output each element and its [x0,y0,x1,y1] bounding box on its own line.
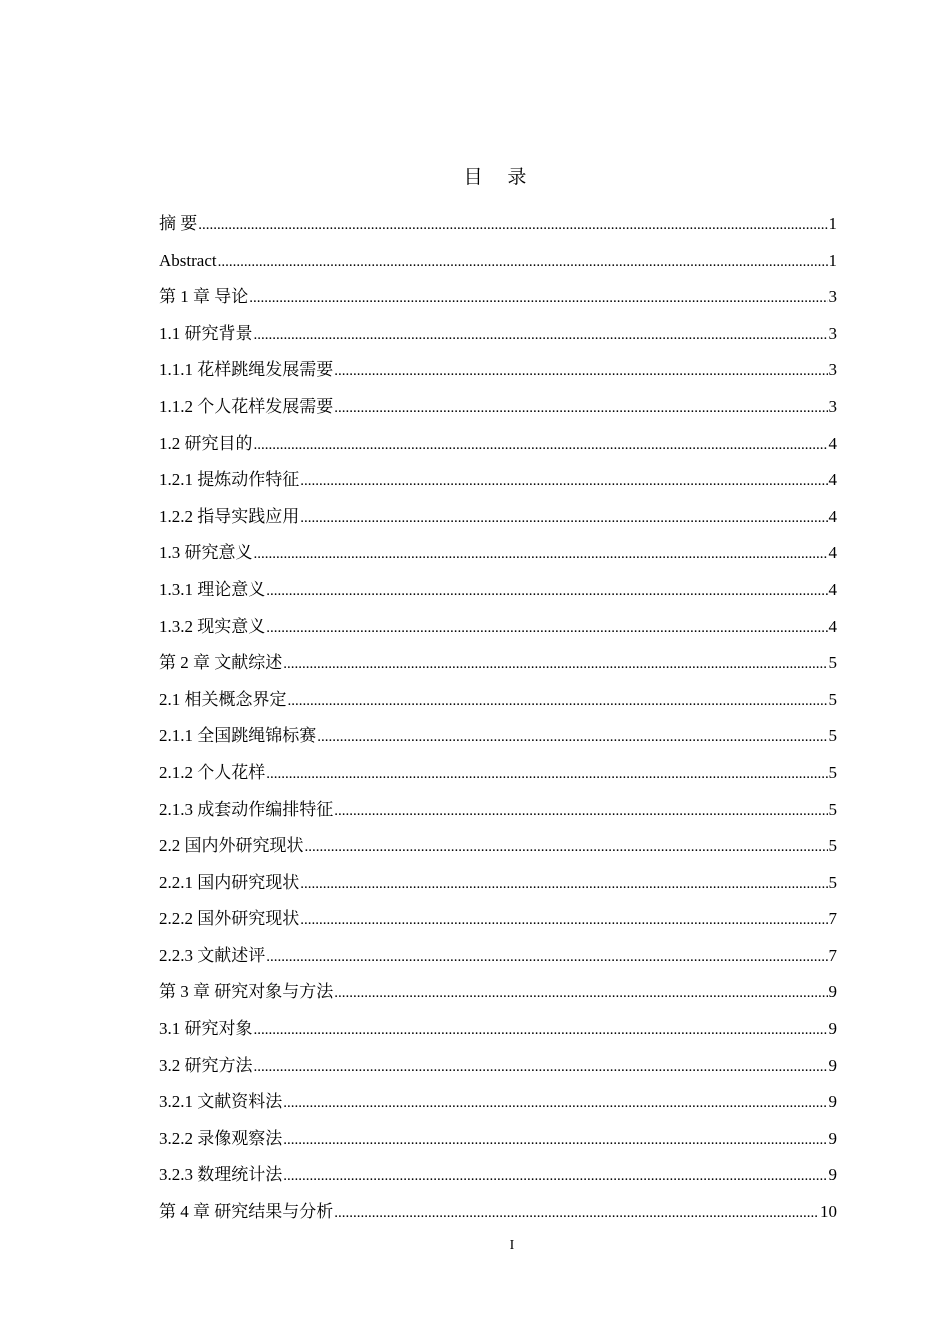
toc-entry-label: 第 1 章 导论 [159,287,249,307]
toc-entry-page: 5 [828,726,837,746]
toc-entry[interactable] [159,1048,837,1085]
toc-entry-page: 1 [828,214,837,233]
toc-entry-page: 4 [828,616,837,636]
toc-dot-leader [254,536,828,573]
toc-entry-label: 2.1.3 成套动作编排特征 [159,799,334,819]
toc-entry-label: 1.1.2 个人花样发展需要 [159,396,334,416]
toc-entry-label: 3.1 研究对象 [159,1019,253,1039]
toc-dot-leader [266,610,827,647]
toc-dot-leader [283,1122,827,1159]
toc-entry[interactable] [159,645,837,682]
toc-dot-leader [254,1012,828,1049]
toc-entry-page: 3 [828,287,837,307]
toc-entry-label: 第 2 章 文献综述 [159,653,283,673]
toc-entry-label: 1.1.1 花样跳绳发展需要 [159,360,334,380]
toc-entry[interactable] [159,1157,837,1194]
toc-entry-label: 第 4 章 研究结果与分析 [159,1202,334,1222]
toc-dot-leader [300,463,827,500]
toc-entry-label: 1.3.1 理论意义 [159,579,266,599]
toc-entry-label: 3.2.2 录像观察法 [159,1128,283,1148]
toc-entry-label: 3.2 研究方法 [159,1055,253,1075]
toc-entry[interactable] [159,938,837,975]
page-number: I [509,1238,515,1253]
toc-entry-page: 9 [828,1092,837,1112]
toc-entry-label: 2.2.2 国外研究现状 [159,909,300,929]
toc-entry-page: 1 [828,250,837,270]
toc-entry[interactable] [159,609,837,646]
toc-entry[interactable] [159,865,837,902]
toc-entry[interactable] [159,974,837,1011]
toc-entry-label: 1.1 研究背景 [159,323,253,343]
toc-entry-page: 4 [828,506,837,526]
toc-dot-leader [283,1085,827,1122]
toc-entry-page: 9 [828,982,837,1002]
toc-dot-leader [254,317,828,354]
toc-entry[interactable] [159,792,837,829]
toc-dot-leader [334,353,827,390]
toc-entry-page: 5 [828,836,837,856]
toc-dot-leader [266,939,827,976]
toc-dot-leader [317,719,827,756]
toc-dot-leader [249,280,827,317]
toc-entry[interactable] [159,1194,837,1231]
toc-entry-page: 9 [828,1019,837,1039]
toc-entry[interactable] [159,901,837,938]
toc-entry[interactable] [159,499,837,536]
toc-entry-page: 5 [828,872,837,892]
toc-entry-page: 7 [828,909,837,929]
toc-entry-label: 2.1.2 个人花样 [159,762,266,782]
toc-entry[interactable] [159,1011,837,1048]
toc-dot-leader [305,829,828,866]
toc-dot-leader [254,427,828,464]
toc-entry-page: 9 [828,1165,837,1185]
toc-entry[interactable] [159,755,837,792]
toc-entry-label: 3.2.3 数理统计法 [159,1165,283,1185]
toc-dot-leader [300,866,827,903]
toc-entry-page: 3 [828,360,837,380]
toc-entry-label: 1.2 研究目的 [159,433,253,453]
toc-entry-page: 3 [828,396,837,416]
toc-entry-page: 5 [828,653,837,673]
toc-entry[interactable] [159,206,837,243]
toc-entry[interactable] [159,828,837,865]
toc-entry[interactable] [159,389,837,426]
toc-title: 目 录 [463,167,537,188]
toc-entry-label: Abstract [159,250,217,270]
toc-entry[interactable] [159,535,837,572]
toc-entry-page: 7 [828,945,837,965]
toc-entry[interactable] [159,316,837,353]
toc-entry-page: 3 [828,323,837,343]
toc-entry-page: 4 [828,543,837,563]
toc-dot-leader [283,1158,827,1195]
toc-entry[interactable] [159,279,837,316]
toc-entry-label: 1.3 研究意义 [159,543,253,563]
toc-entry-label: 2.1 相关概念界定 [159,689,287,709]
toc-entry[interactable] [159,352,837,389]
toc-dot-leader [266,756,827,793]
toc-dot-leader [300,902,827,939]
toc-dot-leader [254,1049,828,1086]
toc-entry-label: 2.2.3 文献述评 [159,945,266,965]
toc-entry-page: 4 [828,579,837,599]
toc-entry[interactable] [159,426,837,463]
toc-entry[interactable] [159,718,837,755]
toc-dot-leader [198,207,827,244]
toc-entry-page: 9 [828,1055,837,1075]
toc-entry-page: 5 [828,762,837,782]
toc-entry-label: 1.2.1 提炼动作特征 [159,470,300,490]
toc-entry-page: 4 [828,470,837,490]
toc-entry-page: 4 [828,433,837,453]
toc-dot-leader [334,1195,819,1232]
toc-dot-leader [218,244,828,281]
toc-entry-label: 2.2 国内外研究现状 [159,836,304,856]
toc-entry-label: 1.3.2 现实意义 [159,616,266,636]
toc-entry-label: 1.2.2 指导实践应用 [159,506,300,526]
toc-entry-page: 5 [828,799,837,819]
toc-dot-leader [334,793,827,830]
toc-entry[interactable] [159,243,837,280]
toc-list [159,206,837,1231]
toc-entry[interactable] [159,1084,837,1121]
toc-entry[interactable] [159,682,837,719]
toc-dot-leader [288,683,828,720]
toc-entry-label: 2.1.1 全国跳绳锦标赛 [159,726,317,746]
toc-entry[interactable] [159,1121,837,1158]
toc-dot-leader [266,573,827,610]
toc-entry-label: 第 3 章 研究对象与方法 [159,982,334,1002]
toc-entry-page: 10 [820,1202,837,1222]
toc-entry-page: 5 [828,689,837,709]
toc-entry-label: 摘 要 [159,214,198,233]
toc-dot-leader [334,975,827,1012]
toc-entry-page: 9 [828,1128,837,1148]
toc-entry[interactable] [159,572,837,609]
toc-dot-leader [334,390,827,427]
toc-dot-leader [300,500,827,537]
toc-dot-leader [283,646,827,683]
toc-entry-label: 2.2.1 国内研究现状 [159,872,300,892]
toc-entry-label: 3.2.1 文献资料法 [159,1092,283,1112]
toc-entry[interactable] [159,462,837,499]
